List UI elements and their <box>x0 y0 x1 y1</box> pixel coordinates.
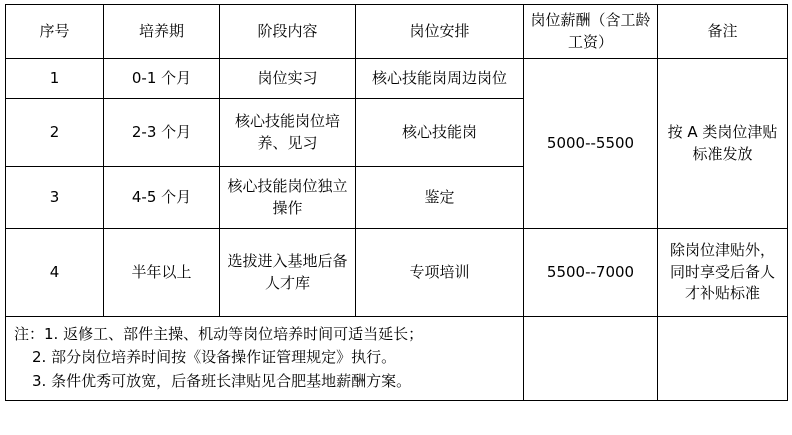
cell-content: 选拔进入基地后备人才库 <box>220 229 356 317</box>
cell-period: 半年以上 <box>104 229 220 317</box>
notes-line-3: 3. 条件优秀可放宽，后备班长津贴见合肥基地薪酬方案。 <box>32 371 412 390</box>
header-cell-post: 岗位安排 <box>356 5 524 59</box>
cell-post: 核心技能岗周边岗位 <box>356 59 524 99</box>
cell-salary: 5000--5500 <box>524 59 658 229</box>
cell-remark: 按 A 类岗位津贴标准发放 <box>658 59 788 229</box>
notes-row <box>6 317 788 401</box>
cell-no: 3 <box>6 167 104 229</box>
notes-blank-salary-cell <box>524 317 658 401</box>
notes-blank-remark-cell <box>658 317 788 401</box>
document-page <box>0 4 792 435</box>
cell-period: 0-1 个月 <box>104 59 220 99</box>
cell-post: 核心技能岗 <box>356 99 524 167</box>
notes-line-2: 2. 部分岗位培养时间按《设备操作证管理规定》执行。 <box>32 348 397 367</box>
table-row <box>6 59 788 99</box>
header-cell-no: 序号 <box>6 5 104 59</box>
cell-no: 1 <box>6 59 104 99</box>
header-cell-salary: 岗位薪酬（含工龄工资） <box>524 5 658 59</box>
cell-remark: 除岗位津贴外，同时享受后备人才补贴标准 <box>658 229 788 317</box>
header-cell-remark: 备注 <box>658 5 788 59</box>
cell-content: 核心技能岗位独立操作 <box>220 167 356 229</box>
cell-no: 4 <box>6 229 104 317</box>
header-cell-content: 阶段内容 <box>220 5 356 59</box>
table-header-row <box>6 5 788 59</box>
cell-salary: 5500--7000 <box>524 229 658 317</box>
cell-post: 鉴定 <box>356 167 524 229</box>
cell-period: 4-5 个月 <box>104 167 220 229</box>
cell-content: 岗位实习 <box>220 59 356 99</box>
training-plan-table <box>5 4 788 401</box>
cell-content: 核心技能岗位培养、见习 <box>220 99 356 167</box>
notes-block <box>6 317 524 401</box>
cell-post: 专项培训 <box>356 229 524 317</box>
table-row <box>6 229 788 317</box>
header-cell-period: 培养期 <box>104 5 220 59</box>
cell-no: 2 <box>6 99 104 167</box>
cell-period: 2-3 个月 <box>104 99 220 167</box>
notes-line-1: 注：1. 返修工、部件主操、机动等岗位培养时间可适当延长； <box>14 325 424 343</box>
